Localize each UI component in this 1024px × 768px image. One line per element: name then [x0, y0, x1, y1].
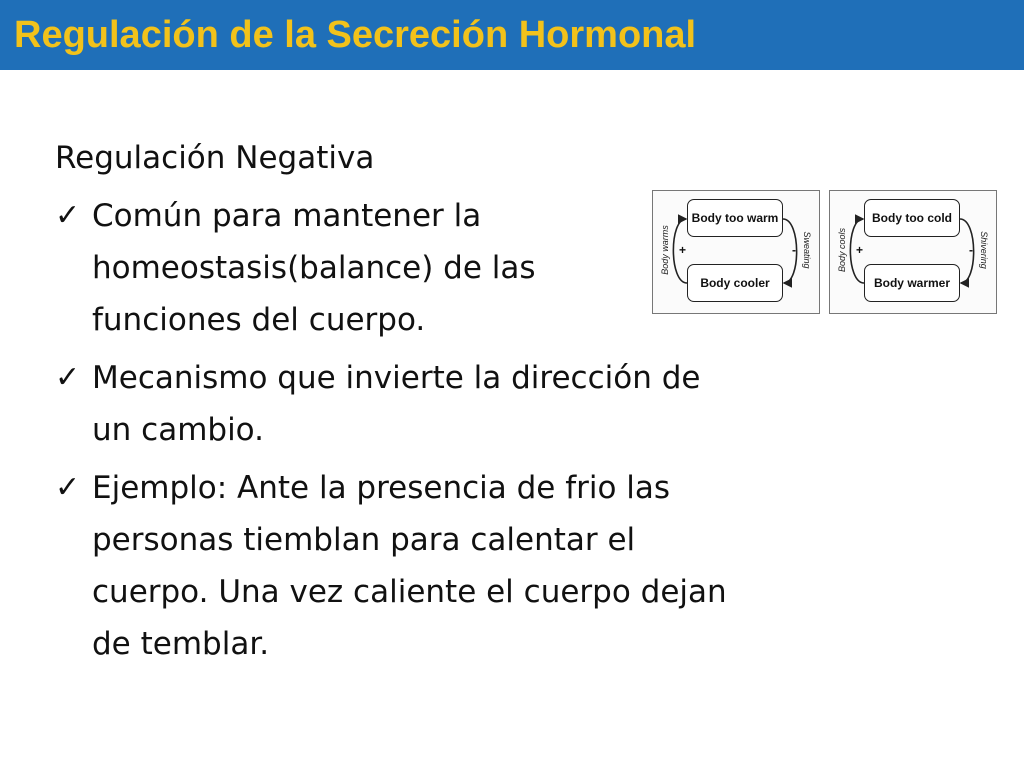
minus-sign: -	[969, 243, 973, 257]
bullet-item	[55, 352, 735, 456]
bullet-list	[55, 190, 735, 670]
minus-sign: -	[792, 243, 796, 257]
plus-sign: +	[679, 243, 687, 257]
bullet-item	[55, 190, 607, 346]
slide-subtitle: Regulación Negativa	[55, 140, 375, 176]
diagram-box-bottom: Body warmer	[864, 264, 960, 302]
check-icon: ✓	[55, 360, 81, 395]
diagram-right-label: Shivering	[979, 231, 989, 269]
bullet-text: Común para mantener la homeostasis(balance) de las funciones del cuerpo.	[92, 198, 536, 338]
diagram-right-label: Sweating	[802, 231, 812, 269]
diagram-left-label: Body cools	[837, 227, 847, 273]
check-icon: ✓	[55, 470, 81, 505]
check-icon: ✓	[55, 198, 81, 233]
feedback-diagram-cold	[829, 190, 997, 314]
diagram-box-top: Body too cold	[864, 199, 960, 237]
bullet-text: Mecanismo que invierte la dirección de un cambio.	[92, 360, 701, 448]
diagram-box-bottom: Body cooler	[687, 264, 783, 302]
bullet-text: Ejemplo: Ante la presencia de frio las personas tiemblan para calentar el cuerpo. Una vez caliente el cuerpo dejan de temblar.	[92, 470, 727, 662]
title-bar	[0, 0, 1024, 70]
plus-sign: +	[856, 243, 864, 257]
slide-title: Regulación de la Secreción Hormonal	[14, 14, 697, 56]
diagram-left-label: Body warms	[660, 225, 670, 275]
bullet-item	[55, 462, 735, 670]
diagram-box-top: Body too warm	[687, 199, 783, 237]
slide-body	[55, 132, 735, 676]
feedback-diagram-warm	[652, 190, 820, 314]
